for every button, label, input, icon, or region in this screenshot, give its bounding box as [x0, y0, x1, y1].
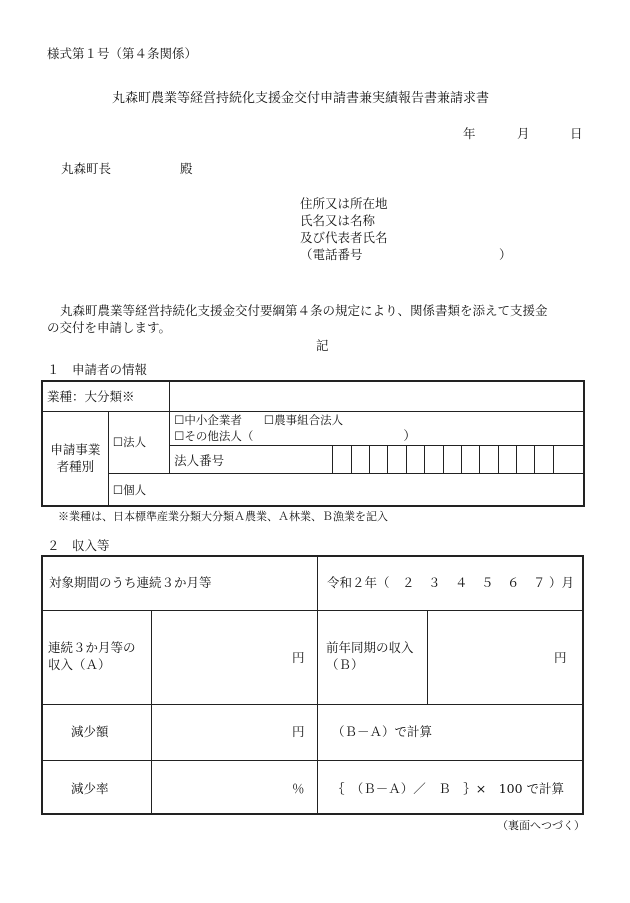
corp-number-digit[interactable] [461, 446, 479, 474]
corp-number-digit[interactable] [333, 446, 351, 474]
period-label: 対象期間のうち連続３か月等 [49, 575, 212, 590]
category-label-cell [42, 411, 108, 506]
period-month: ５ [481, 575, 494, 590]
row-divider [43, 760, 582, 761]
coop-checkbox[interactable]: ☐農事組合法人 [263, 412, 344, 427]
rate-calc: ｛ （Ｂ－Ａ）／ Ｂ ｝× 100 で計算 [332, 781, 565, 796]
col-divider [151, 610, 152, 813]
col-divider [427, 610, 428, 704]
applicant-info-table [41, 380, 585, 507]
addressee-honorific: 殿 [180, 161, 193, 176]
section2-heading: ２ 収入等 [47, 538, 110, 553]
corp-checkbox-cell[interactable] [108, 411, 169, 474]
corp-type-cell [170, 411, 584, 446]
date-day-label: 日 [570, 126, 583, 141]
decrease-yen: 円 [292, 724, 305, 739]
date-year-label: 年 [463, 126, 476, 141]
income-b-label-2: （Ｂ） [326, 657, 364, 672]
ki-mark: 記 [316, 338, 329, 353]
sme-checkbox[interactable]: ☐中小企業者 [174, 412, 242, 427]
period-month: ７ [533, 575, 546, 590]
decrease-label: 減少額 [71, 724, 109, 739]
corp-number-digit[interactable] [480, 446, 498, 474]
col-divider [317, 557, 318, 813]
income-b-label-1: 前年同期の収入 [326, 640, 414, 655]
income-b-yen: 円 [554, 650, 567, 665]
corp-number-label: 法人番号 [174, 452, 225, 468]
rate-percent: ％ [292, 781, 305, 796]
industry-note: ※業種は、日本標準産業分類大分類Ａ農業、Ａ林業、Ｂ漁業を記入 [58, 510, 388, 523]
corp-number-digit[interactable] [443, 446, 461, 474]
section1-heading: １ 申請者の情報 [47, 362, 148, 377]
applicant-name-label: 氏名又は名称 [300, 213, 376, 228]
period-month: ６ [507, 575, 520, 590]
body-line-2: の交付を申請します。 [47, 320, 172, 335]
individual-checkbox[interactable]: ☐個人 [112, 482, 147, 497]
period-month: ４ [455, 575, 468, 590]
period-month: ３ [428, 575, 441, 590]
corp-number-digit[interactable] [370, 446, 388, 474]
body-line-1: 丸森町農業等経営持続化支援金交付要綱第４条の規定により、関係書類を添えて支援金 [60, 303, 548, 318]
industry-label: 業種：大分類※ [47, 389, 135, 405]
corp-number-digit[interactable] [535, 446, 553, 474]
income-a-yen: 円 [292, 650, 305, 665]
period-prefix: 令和２年（ [327, 575, 390, 590]
addressee-name: 丸森町長 [61, 161, 112, 176]
applicant-phone-label: （電話番号 [300, 247, 363, 262]
industry-input-cell[interactable] [170, 381, 584, 411]
corp-number-digit[interactable] [498, 446, 516, 474]
date-month-label: 月 [517, 126, 530, 141]
income-a-label-2: 収入（Ａ） [48, 657, 111, 672]
corp-number-digit[interactable] [406, 446, 424, 474]
corp-number-digit[interactable] [425, 446, 443, 474]
category-label-2: 者種別 [56, 459, 95, 475]
corp-checkbox[interactable]: ☐法人 [112, 435, 147, 450]
row-divider [43, 610, 582, 611]
form-number: 様式第１号（第４条関係） [47, 46, 198, 61]
period-month: ２ [402, 575, 415, 590]
income-a-label-1: 連続３か月等の [48, 640, 136, 655]
corp-number-digit[interactable] [388, 446, 406, 474]
corp-number-digit[interactable] [351, 446, 369, 474]
applicant-rep-label: 及び代表者氏名 [300, 230, 388, 245]
applicant-phone-close: ） [499, 247, 512, 262]
rate-label: 減少率 [71, 781, 109, 796]
corp-number-digit[interactable] [516, 446, 534, 474]
other-corp-close: ） [403, 428, 416, 444]
industry-label-cell [42, 381, 170, 411]
applicant-address-label: 住所又は所在地 [300, 196, 388, 211]
income-table [41, 555, 584, 815]
other-corp-checkbox[interactable]: ☐その他法人（ [174, 429, 254, 444]
individual-cell[interactable] [108, 474, 584, 506]
corp-number-label-cell [170, 446, 333, 474]
period-suffix: ）月 [549, 575, 575, 590]
row-divider [43, 704, 582, 705]
continued-note: （裏面へつづく） [497, 819, 585, 832]
category-label-1: 申請事業 [50, 441, 101, 457]
form-title: 丸森町農業等経営持続化支援金交付申請書兼実績報告書兼請求書 [112, 91, 490, 106]
corp-number-digit[interactable] [553, 446, 584, 474]
decrease-calc: （Ｂ－Ａ）で計算 [332, 724, 433, 739]
